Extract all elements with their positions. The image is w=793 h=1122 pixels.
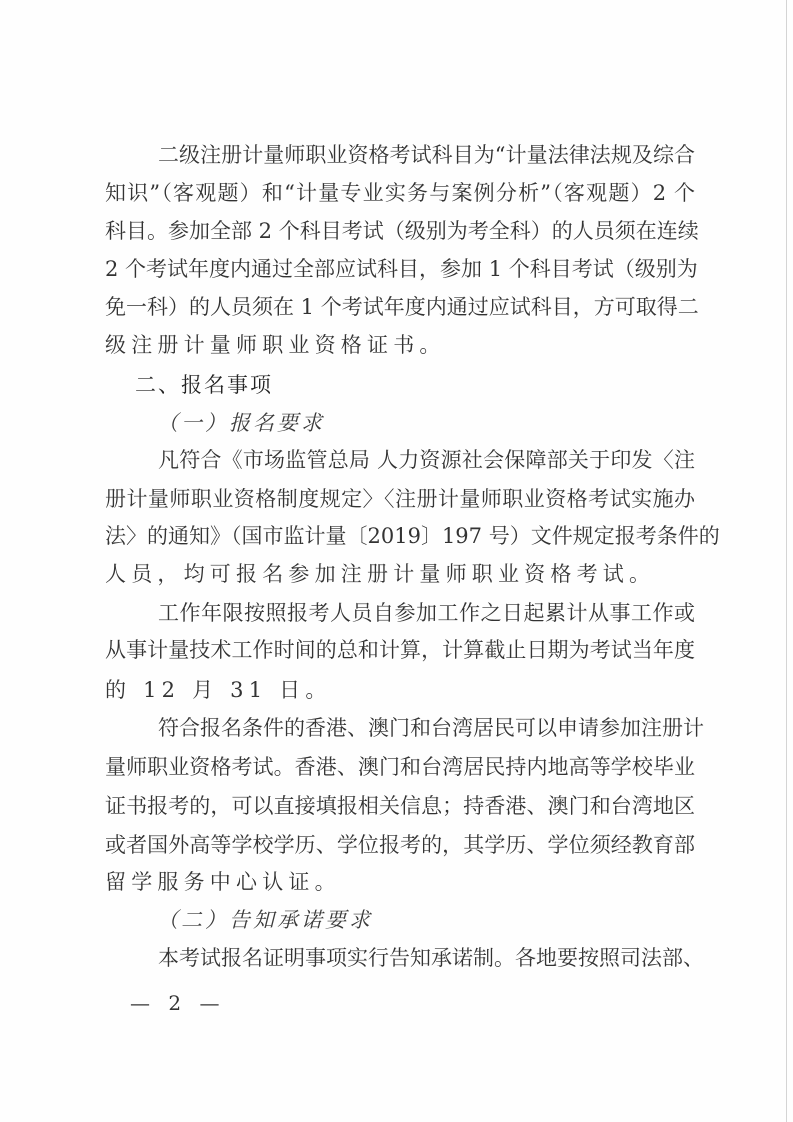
- subsection-heading: （二）告知承诺要求: [157, 908, 373, 932]
- section-heading: 二、报名事项: [135, 373, 273, 397]
- paragraph-line: 科目。参加全部 2 个科目考试（级别为考全科）的人员须在连续: [105, 219, 699, 243]
- paragraph-line: 二级注册计量师职业资格考试科目为“计量法律法规及综合: [158, 143, 695, 167]
- paragraph-line: 或者国外高等学校学历、学位报考的，其学历、学位须经教育部: [105, 833, 695, 857]
- paragraph-line: 2 个考试年度内通过全部应试科目，参加 1 个科目考试（级别为: [105, 257, 698, 281]
- paragraph-line: 免一科）的人员须在 1 个考试年度内通过应试科目，方可取得二: [105, 295, 699, 319]
- paragraph-line: 法〉的通知》（国市监计量〔2019〕197 号）文件规定报考条件的: [105, 524, 720, 548]
- paragraph-line: 留学服务中心认证。: [105, 870, 341, 894]
- paragraph-line: 知识”（客观题）和“计量专业实务与案例分析”（客观题）2 个: [105, 181, 695, 205]
- paragraph-line: 符合报名条件的香港、澳门和台湾居民可以申请参加注册计: [158, 716, 704, 740]
- paragraph-line: 量师职业资格考试。香港、澳门和台湾居民持内地高等学校毕业: [105, 755, 695, 779]
- scan-page-edge: [786, 0, 787, 1122]
- subsection-heading: （一）报名要求: [157, 411, 325, 435]
- paragraph-line: 人员，均可报名参加注册计量师职业资格考试。: [105, 562, 656, 586]
- paragraph-line: 册计量师职业资格制度规定〉〈注册计量师职业资格考试实施办: [105, 487, 695, 511]
- paragraph-line: 的 12 月 31 日。: [105, 678, 332, 702]
- paragraph-line: 工作年限按照报考人员自参加工作之日起累计从事工作或: [158, 601, 695, 625]
- paragraph-line: 级注册计量师职业资格证书。: [105, 333, 446, 357]
- paragraph-line: 证书报考的，可以直接填报相关信息；持香港、澳门和台湾地区: [105, 794, 695, 818]
- page-number: — 2 —: [130, 991, 226, 1015]
- paragraph-line: 凡符合《市场监管总局 人力资源社会保障部关于印发〈注: [158, 448, 695, 472]
- paragraph-line: 本考试报名证明事项实行告知承诺制。各地要按照司法部、: [158, 946, 704, 970]
- paragraph-line: 从事计量技术工作时间的总和计算，计算截止日期为考试当年度: [105, 638, 695, 662]
